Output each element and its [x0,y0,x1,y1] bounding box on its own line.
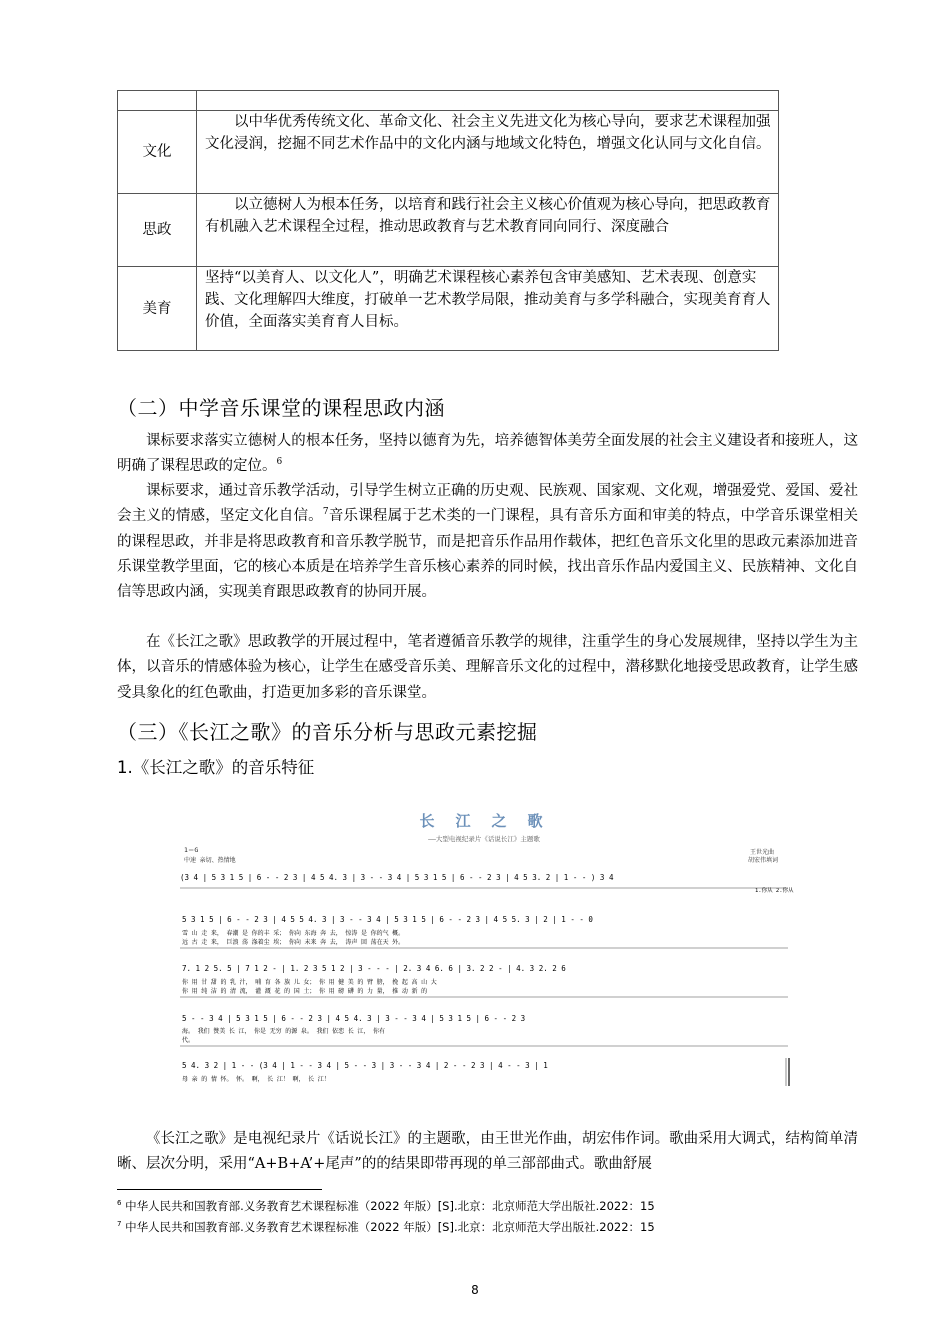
score-line-3 [182,964,566,995]
paragraph: 课标要求落实立德树人的根本任务，坚持以德育为先，培养德智体美劳全面发展的社会主义建设者和接班人，这明确了课程思政的定位。$^6$ [117,433,858,475]
score-subtitle: ——大型电视纪录片《话说长江》主题歌 [428,835,540,843]
table-header-row [118,91,779,111]
score-tempo: 中速 亲切、热情地 [184,857,236,864]
table-cell-text: 以立德树人为根本任务，以培育和践行社会主义核心价值观为核心导向，把思政教育有机融入艺术课程全过程，推动思政教育与艺术教育同向同行、深度融合 [205,197,771,235]
svg-text:(3 4 | 5 3 1 5 | 6 - - 2 3 | 4: (3 4 | 5 3 1 5 | 6 - - 2 3 | 4 5 4. 3 | 3 - - 3 4 | 5 3 1 5 | 6 - - 2 3 | 4 5 3. 2 | 1 - - ) 3 4 [180,873,614,882]
footnote: $^6$ 中华人民共和国教育部.义务教育艺术课程标准（2022 年版）[S].北京：北京师范大学出版社.2022：15 [117,1199,655,1213]
subsection-heading: 1.《长江之歌》的音乐特征 [117,758,315,777]
table-cell-text: 坚持“以美育人、以文化人”，明确艺术课程核心素养包含审美感知、艺术表现、创意实践、文化理解四大维度，打破单一艺术教学局限，推动美育与多学科融合，实现美育育人价值，全面落实美育育人目标。 [205,270,771,330]
score-line-4 [182,1014,525,1044]
score-key: 1＝G [184,846,199,854]
svg-text:你 用 纯 洁 的 清 流， 灌 溉 花 的 国 土；: 你 用 纯 洁 的 清 流， 灌 溉 花 的 国 土； 你 用 磅 礴 的 力 量， 推 动 新 的 [182,988,428,995]
score-title: 长 江 之 歌 [419,812,549,830]
table-cell-text: 以中华优秀传统文化、革命文化、社会主义先进文化为核心导向，要求艺术课程加强文化浸润，挖掘不同艺术作品中的文化内涵与地域文化特色，增强文化认同与文化自信。 [205,114,771,152]
values-table [117,90,779,351]
paragraph: 在《长江之歌》思政教学的开展过程中，笔者遵循音乐教学的规律，注重学生的身心发展规律，坚持以学生为主体，以音乐的情感体验为核心，让学生在感受音乐美、理解音乐文化的过程中，潜移默化地接受思政教育，让学生感受具象化的红色歌曲，打造更加多彩的音乐课堂。 [117,634,858,701]
svg-text:5 4. 3 2 | 1 - - (3 4 | 1 - -: 5 4. 3 2 | 1 - - (3 4 | 1 - - 3 4 | 5 - - 3 | 3 - - 3 4 | 2 - - 2 3 | 4 - - 3 | 1 [182,1061,548,1070]
svg-text:1.你从 2.你从: 1.你从 2.你从 [755,888,794,894]
svg-text:远 古 走 来， 巨浪 荡 涤着尘 埃； 你向 未来: 远 古 走 来， 巨浪 荡 涤着尘 埃； 你向 未来 奔 去， 涛声 回 荡在天 外。 [182,939,405,946]
section-heading: （三）《长江之歌》的音乐分析与思政元素挖掘 [117,720,538,744]
svg-text:你 用 甘 甜 的 乳 汁， 哺 育 各 族 儿 女；: 你 用 甘 甜 的 乳 汁， 哺 育 各 族 儿 女； 你 用 健 美 的 臂 膀， 挽 起 高 山 大 [182,979,437,986]
svg-text:5 3 1 5 | 6 - - 2 3 | 4 5 5 4.: 5 3 1 5 | 6 - - 2 3 | 4 5 5 4. 3 | 3 - - 3 4 | 5 3 1 5 | 6 - - 2 3 | 4 5 5. 3 | 2 | 1 - - 0 [182,915,593,924]
score-line-2 [182,915,593,946]
section-heading: （二）中学音乐课堂的课程思政内涵 [117,396,445,420]
score-lyricist: 胡宏伟填词 [748,857,779,864]
page-number: 8 [471,1283,479,1297]
music-score-image [170,796,798,1092]
table-category: 思政 [118,194,197,267]
svg-text:7. 1 2 5. 5 | 7 1 2 - | 1. 2 3: 7. 1 2 5. 5 | 7 1 2 - | 1. 2 3 5 1 2 | 3 - - - | 2. 3 4 6. 6 | 3. 2 2 - | 4. 3 2. 2 6 [182,964,566,973]
footnote: $^7$ 中华人民共和国教育部.义务教育艺术课程标准（2022 年版）[S].北京：北京师范大学出版社.2022：15 [117,1220,655,1234]
footnote-ref: 6 [276,457,283,468]
footnote-separator [117,1189,322,1190]
table-category: 文化 [118,111,197,194]
footnote-ref: 7 [322,507,329,518]
svg-text:雪 山 走 来， 春潮 是 你的丰 采； 你向 东海: 雪 山 走 来， 春潮 是 你的丰 采； 你向 东海 奔 去， 惊涛 是 你的气 概。 [182,930,405,937]
paragraph: 《长江之歌》是电视纪录片《话说长江》的主题歌，由王世光作曲，胡宏伟作词。歌曲采用大调式，结构简单清晰、层次分明，采用“A+B+A’+尾声”的的结果即带再现的单三部部曲式。歌曲舒展 [117,1131,858,1173]
paragraph: 课标要求，通过音乐教学活动，引导学生树立正确的历史观、民族观、国家观、文化观，增强爱党、爱国、爱社会主义的情感，坚定文化自信。$^7$音乐课程属于艺术类的一门课程，具有音乐方面和审美的特点，中学音乐课堂相关的课程思政，并非是将思政教育和音乐教学脱节，而是把音乐作品用作载体，把红色音乐文化里的思政元素添加进音乐课堂教学里面，它的核心本质是在培养学生音乐核心素养的同时候，找出音乐作品内爱国主义、民族精神、文化自信等思政内涵，实现美育跟思政教育的协同开展。 [117,483,858,601]
score-line-5 [182,1061,548,1083]
score-svg [170,796,798,1092]
score-composer: 王世光曲 [750,849,775,856]
table-row [118,111,779,194]
svg-text:海。 我们 赞美 长 江， 你是 无穷 的源 泉。: 海。 我们 赞美 长 江， 你是 无穷 的源 泉。 我们 依恋 长 江， 你有 [182,1028,385,1035]
score-line-1 [180,873,794,894]
table-category: 美育 [118,267,197,351]
table-row [118,194,779,267]
svg-text:代。: 代。 [182,1037,195,1044]
table-row [118,267,779,351]
svg-text:5 - - 3 4 | 5 3 1 5 | 6 - - 2: 5 - - 3 4 | 5 3 1 5 | 6 - - 2 3 | 4 5 4. 3 | 3 - - 3 4 | 5 3 1 5 | 6 - - 2 3 [182,1014,526,1023]
svg-text:母 亲 的 情 怀。 怀。 啊， 长 江！ 啊，: 母 亲 的 情 怀。 怀。 啊， 长 江！ 啊， 长 江！ [182,1076,330,1083]
